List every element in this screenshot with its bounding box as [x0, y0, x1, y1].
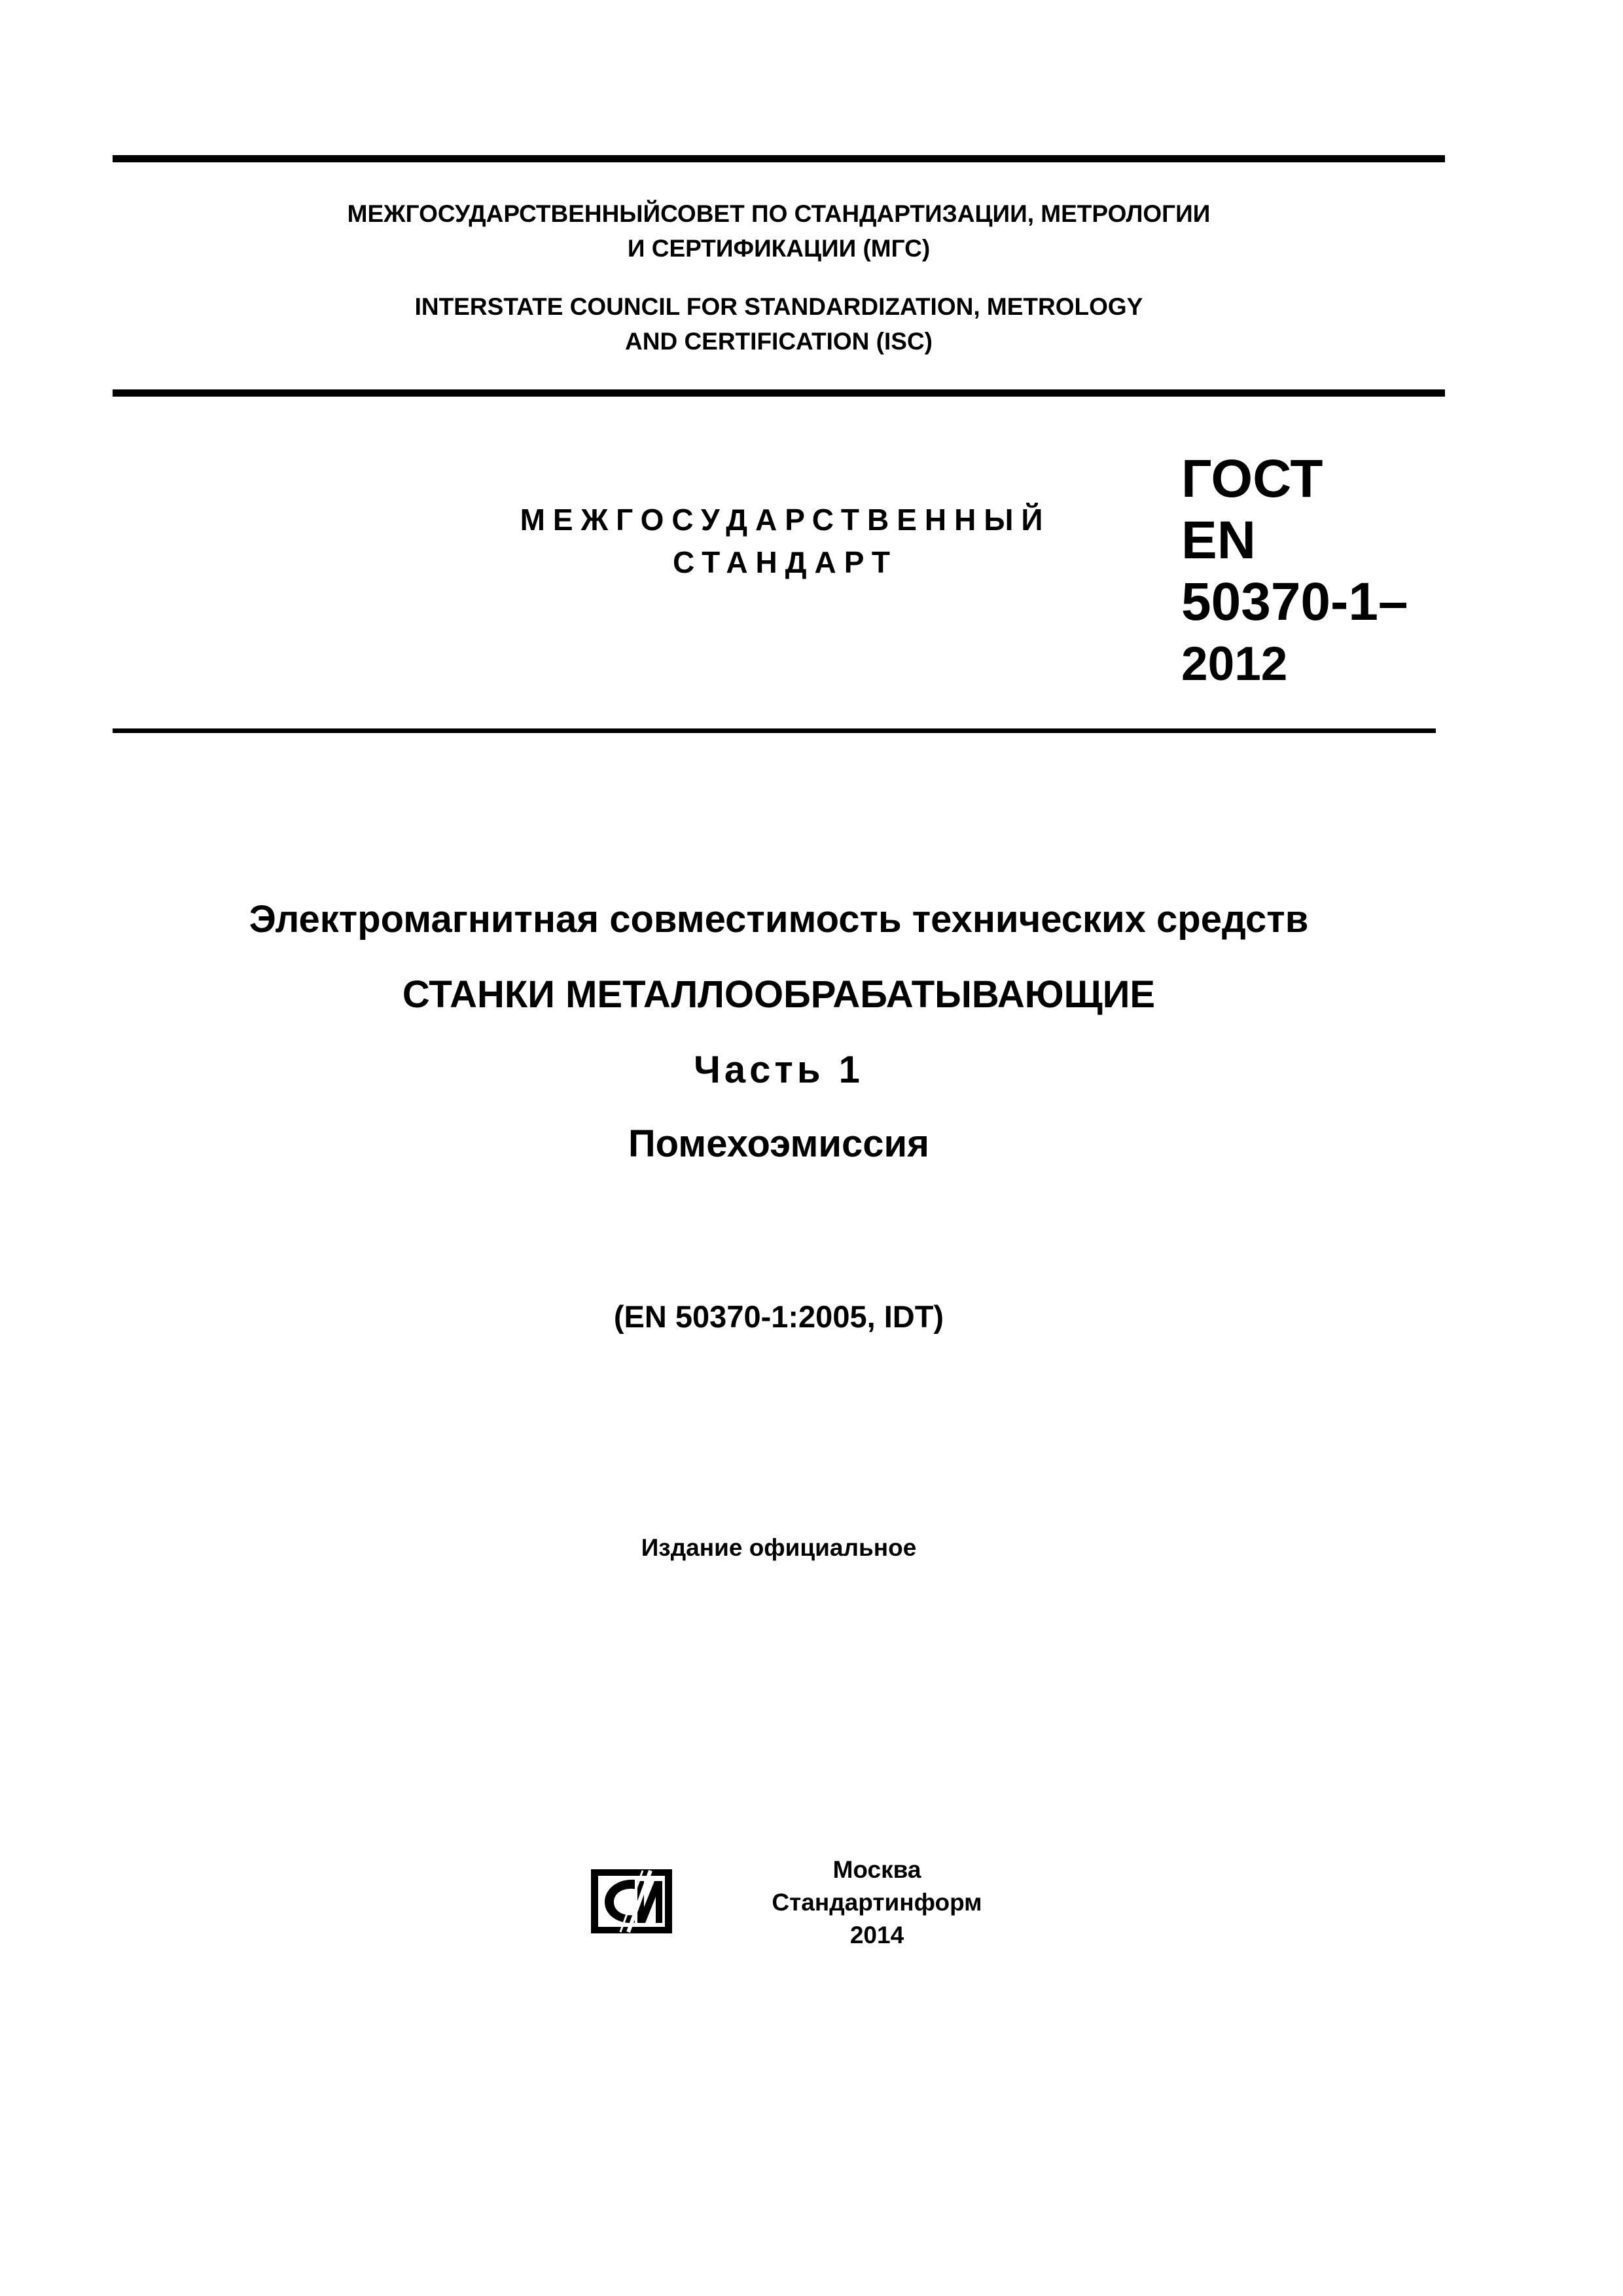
- title-line1: Электромагнитная совместимость технических средств: [249, 898, 1309, 941]
- standartinform-logo-icon: [589, 1867, 674, 1937]
- header-bottom-rule: [113, 389, 1445, 397]
- publisher-name: Стандартинформ: [772, 1889, 982, 1916]
- standard-kind-line1: МЕЖГОСУДАРСТВЕННЫЙ: [520, 503, 1051, 537]
- council-name-ru-line1: МЕЖГОСУДАРСТВЕННЫЙСОВЕТ ПО СТАНДАРТИЗАЦИИ, МЕТРОЛОГИИ: [347, 200, 1211, 227]
- council-name-ru-line2: И СЕРТИФИКАЦИИ (МГС): [627, 235, 931, 262]
- publisher-year: 2014: [849, 1922, 904, 1948]
- title-line4: Помехоэмиссия: [628, 1122, 930, 1165]
- council-name-en-line2: AND CERTIFICATION (ISC): [625, 328, 933, 355]
- standard-kind: [458, 499, 1113, 584]
- edition-label: Издание официальное: [641, 1534, 917, 1561]
- gost-designation: [1181, 448, 1408, 633]
- council-name-en: [0, 289, 1558, 359]
- designation-bottom-rule: [113, 728, 1436, 733]
- top-rule: [113, 155, 1445, 162]
- title-line2: СТАНКИ МЕТАЛЛООБРАБАТЫВАЮЩИЕ: [402, 973, 1156, 1016]
- gost-designation-year: 2012: [1181, 637, 1288, 691]
- council-name-ru: [113, 196, 1445, 266]
- gost-designation-line3: 50370-1–: [1181, 572, 1408, 632]
- council-name-en-line1: INTERSTATE COUNCIL FOR STANDARDIZATION, METROLOGY: [414, 293, 1143, 320]
- harmonization-reference: (EN 50370-1:2005, IDT): [613, 1299, 944, 1334]
- publisher-city: Москва: [832, 1856, 921, 1883]
- gost-designation-line2: EN: [1181, 511, 1256, 570]
- standard-kind-line2: СТАНДАРТ: [673, 545, 898, 579]
- title-part: Часть 1: [694, 1049, 864, 1091]
- gost-designation-line1: ГОСТ: [1181, 449, 1323, 509]
